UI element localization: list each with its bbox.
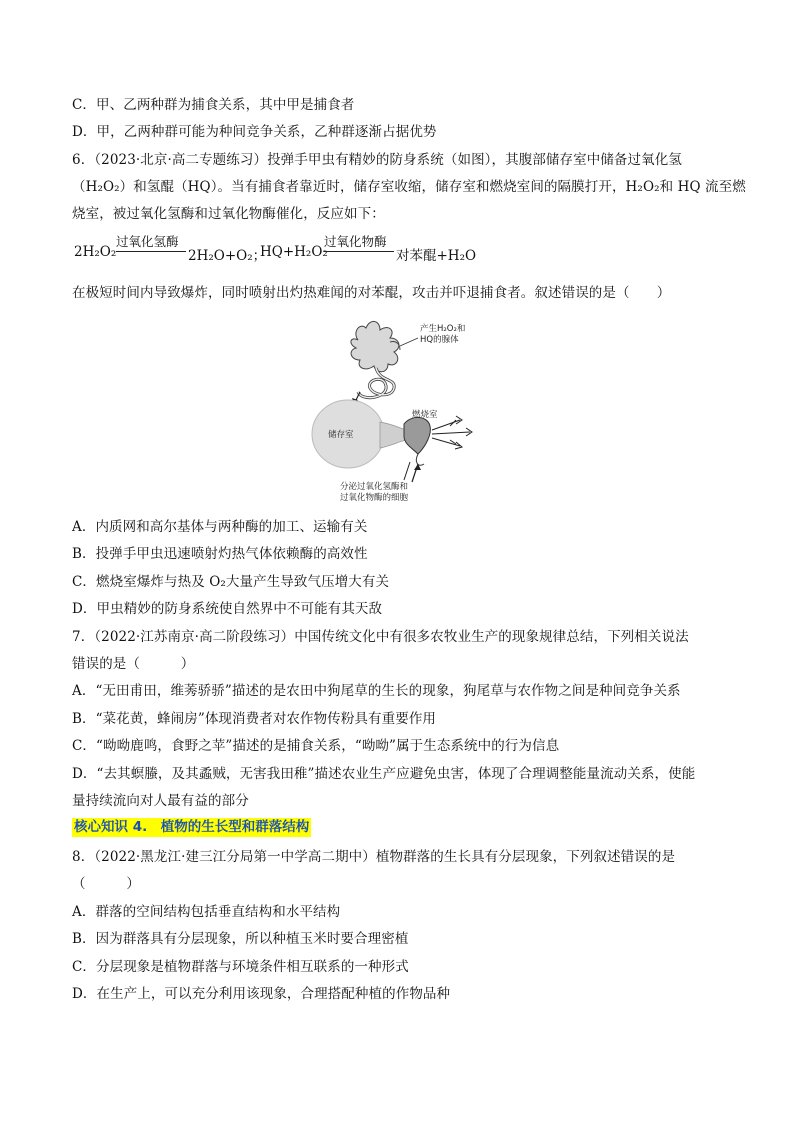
reaction1-catalyst: 过氧化氢酶 (116, 234, 179, 249)
q8-option-b: B．因为群落具有分层现象，所以种植玉米时要合理密植 (72, 931, 409, 947)
q7-option-d-line-2: 量持续流向对人最有益的部分 (72, 793, 249, 809)
reaction-equations (72, 234, 712, 268)
gland-shape (351, 321, 400, 371)
q8-option-d: D．在生产上，可以充分利用该现象，合理搭配种植的作物品种 (72, 986, 451, 1002)
label-combustion-chamber: 燃烧室 (412, 410, 438, 420)
q6-stem-line-1: 6．（2023·北京·高二专题练习）投弹手甲虫有精妙的防身系统（如图），其腹部储存室中储备过氧化氢 (72, 152, 682, 168)
q7-stem-line-1: 7．（2022·江苏南京·高二阶段练习）中国传统文化中有很多农牧业生产的现象规律总结，下列相关说法 (72, 629, 689, 645)
reaction2-catalyst: 过氧化物酶 (324, 234, 387, 249)
q7-option-b: B．“菜花黄，蜂闹房”体现消费者对农作物传粉具有重要作用 (72, 711, 437, 727)
label-enzyme-cells: 分泌过氧化氢酶和 过氧化物酶的细胞 (340, 482, 409, 503)
q6-option-d: D．甲虫精妙的防身系统使自然界中不可能有其天敌 (72, 601, 383, 617)
q7-option-a: A．“无田甫田，维莠骄骄”描述的是农田中狗尾草的生长的现象，狗尾草与农作物之间是种间竞争关系 (72, 683, 681, 699)
beetle-defense-diagram (300, 312, 490, 512)
q7-stem-line-2: 错误的是（ ） (72, 656, 195, 672)
label-storage-chamber: 储存室 (328, 430, 354, 440)
spray-arrows (432, 416, 472, 449)
combustion-chamber-shape (404, 417, 430, 454)
q8-option-c: C．分层现象是植物群落与环境条件相互联系的一种形式 (72, 959, 409, 975)
reaction1-arrow (116, 251, 186, 252)
q6-stem-line-3: 烧室，被过氧化氢酶和过氧化物酶催化，反应如下： (72, 206, 385, 222)
reaction2-reactant: HQ+H₂O₂ (260, 244, 328, 260)
q8-stem-line-1: 8．（2022·黑龙江·建三江分局第一中学高二期中）植物群落的生长具有分层现象，下列叙述错误的是 (72, 849, 676, 865)
q6-stem-line-2: （H₂O₂）和氢醌（HQ）。当有捕食者靠近时，储存室收缩，储存室和燃烧室间的隔膜打开，H₂O₂和 HQ 流至燃 (72, 179, 746, 195)
q7-option-c: C．“呦呦鹿鸣，食野之苹”描述的是捕食关系，“呦呦”属于生态系统中的行为信息 (72, 738, 560, 754)
q6-option-b: B．投弹手甲虫迅速喷射灼热气体依赖酶的高效性 (72, 546, 368, 562)
q5-option-d: D．甲，乙两种群可能为种间竞争关系，乙种群逐渐占据优势 (72, 124, 437, 140)
q6-option-c: C．燃烧室爆炸与热及 O₂大量产生导致气压增大有关 (72, 574, 390, 590)
section-heading: 核心知识 4. 植物的生长型和群落结构 (74, 819, 310, 835)
reaction2-product: 对苯醌+H₂O (396, 248, 477, 264)
label-gland: 产生H₂O₂和 HQ的腺体 (420, 324, 466, 345)
reaction1-product: 2H₂O+O₂； (188, 248, 267, 264)
q5-option-c: C．甲、乙两种群为捕食关系，其中甲是捕食者 (72, 97, 355, 113)
reaction1-reactant: 2H₂O₂ (74, 244, 117, 260)
q7-option-d-line-1: D．“去其螟螣，及其蟊贼，无害我田稚”描述农业生产应避免虫害，体现了合理调整能量流动关系，使能 (72, 766, 696, 782)
q8-option-a: A．群落的空间结构包括垂直结构和水平结构 (72, 904, 341, 920)
q8-stem-line-2: （ ） (72, 876, 140, 892)
q6-stem-line-4: 在极短时间内导致爆炸，同时喷射出灼热难闻的对苯醌，攻击并吓退捕食者。叙述错误的是（ ） (72, 285, 671, 301)
q6-option-a: A．内质网和高尔基体与两种酶的加工、运输有关 (72, 519, 368, 535)
reaction2-arrow (324, 251, 394, 252)
